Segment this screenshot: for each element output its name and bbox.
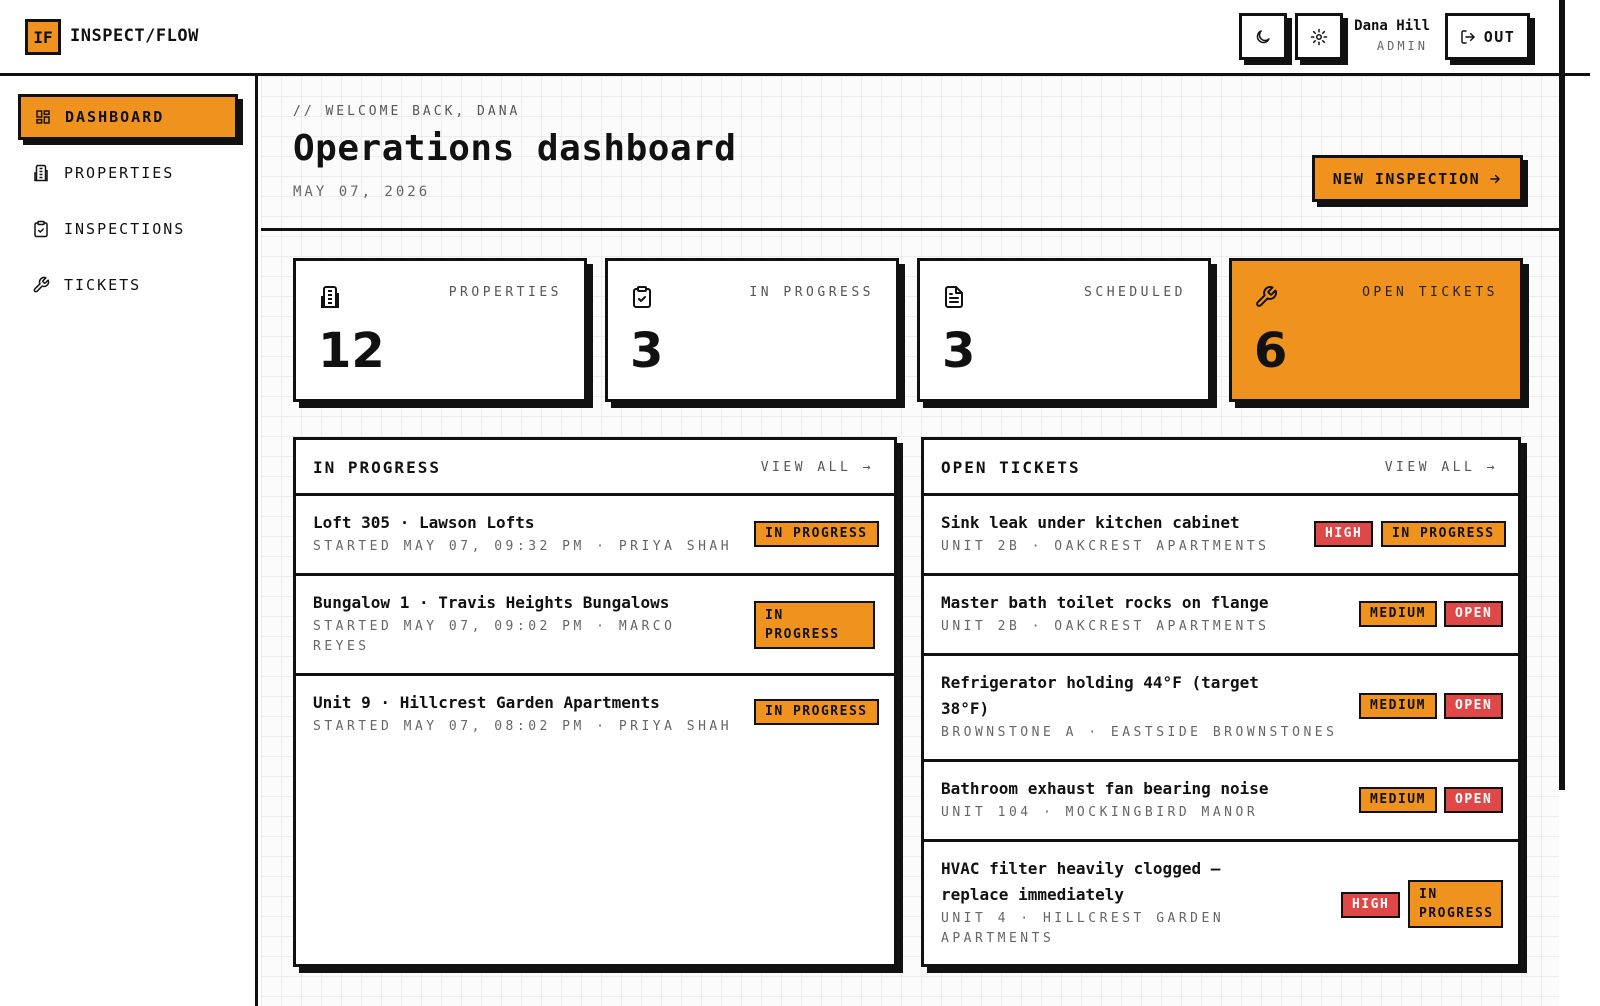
user-name: Dana Hill (1354, 18, 1430, 34)
stat-card-in-progress[interactable] (605, 258, 899, 402)
inspection-meta: STARTED MAY 07, 08:02 PM · PRIYA SHAH (313, 719, 733, 734)
stat-card-open-tickets[interactable] (1229, 258, 1523, 402)
ticket-location: UNIT 104 · MOCKINGBIRD MANOR (941, 805, 1259, 820)
inspection-meta: STARTED MAY 07, 09:02 PM · MARCO REYES (313, 619, 676, 654)
sidebar-item-properties[interactable] (18, 150, 238, 196)
scrollbar-thumb[interactable] (1559, 0, 1565, 790)
document-icon (942, 285, 966, 309)
app-logo[interactable]: IF (25, 19, 61, 55)
status-badge: IN PROGRESS (754, 521, 879, 547)
sidebar-item-dashboard[interactable] (18, 94, 238, 140)
scrollbar-track[interactable] (1590, 0, 1600, 1006)
building-icon (32, 164, 50, 182)
building-icon (318, 285, 342, 309)
status-badge: IN PROGRESS (1408, 880, 1503, 928)
sidebar (0, 76, 258, 1006)
ticket-row[interactable] (924, 496, 1518, 576)
ticket-location: BROWNSTONE A · EASTSIDE BROWNSTONES (941, 725, 1338, 740)
ticket-location: UNIT 2B · OAKCREST APARTMENTS (941, 539, 1270, 554)
sidebar-item-label: TICKETS (64, 276, 142, 294)
new-inspection-button[interactable] (1312, 155, 1523, 202)
stat-value: 12 (318, 323, 385, 379)
inspection-title: Unit 9 · Hillcrest Garden Apartments (313, 693, 660, 712)
stat-label: OPEN TICKETS (1362, 285, 1498, 300)
page-title: Operations dashboard (293, 128, 737, 169)
stat-card-scheduled[interactable] (917, 258, 1211, 402)
clipboard-icon (32, 220, 50, 238)
status-badge: IN PROGRESS (754, 699, 879, 725)
panel-title: OPEN TICKETS (941, 458, 1081, 477)
ticket-location: UNIT 4 · HILLCREST GARDEN APARTMENTS (941, 911, 1225, 946)
stat-label: PROPERTIES (448, 285, 562, 300)
ticket-title: Master bath toilet rocks on flange (941, 593, 1269, 612)
ticket-location: UNIT 2B · OAKCREST APARTMENTS (941, 619, 1270, 634)
arrow-right-icon (1488, 172, 1502, 186)
inspection-title: Bungalow 1 · Travis Heights Bungalows (313, 593, 670, 612)
stat-card-properties[interactable] (293, 258, 587, 402)
main-content (261, 76, 1559, 1006)
status-badge: IN PROGRESS (1381, 521, 1506, 547)
top-bar (0, 0, 1590, 76)
welcome-text: // WELCOME BACK, DANA (293, 104, 521, 119)
sidebar-item-label: DASHBOARD (65, 108, 165, 126)
moon-icon (1254, 28, 1272, 46)
panel-header (296, 440, 894, 496)
grid-icon (35, 109, 51, 125)
sidebar-item-label: PROPERTIES (64, 164, 175, 182)
gear-icon (1310, 28, 1328, 46)
view-all-link[interactable]: VIEW ALL → (760, 460, 874, 475)
status-badge: OPEN (1444, 693, 1503, 719)
current-date: MAY 07, 2026 (293, 184, 431, 200)
view-all-link[interactable]: VIEW ALL → (1384, 460, 1498, 475)
list-item[interactable] (296, 576, 894, 676)
user-role: ADMIN (1376, 39, 1428, 53)
theme-toggle-button[interactable] (1239, 13, 1287, 60)
inspection-title: Loft 305 · Lawson Lofts (313, 513, 535, 532)
sidebar-item-inspections[interactable] (18, 206, 238, 252)
stat-value: 3 (630, 323, 664, 379)
new-inspection-label: NEW INSPECTION (1332, 169, 1481, 188)
wrench-icon (32, 276, 50, 294)
logout-label: OUT (1483, 27, 1516, 46)
status-badge: OPEN (1444, 601, 1503, 627)
sidebar-item-tickets[interactable] (18, 262, 238, 308)
list-item[interactable] (296, 676, 894, 756)
logout-icon (1460, 29, 1476, 45)
settings-button[interactable] (1295, 13, 1343, 60)
clipboard-check-icon (630, 285, 654, 309)
ticket-title: HVAC filter heavily clogged — replace immediately (941, 859, 1221, 904)
ticket-row[interactable] (924, 762, 1518, 842)
stat-value: 3 (942, 323, 976, 379)
stat-value: 6 (1254, 323, 1288, 379)
logout-button[interactable] (1445, 13, 1530, 60)
status-badge: IN PROGRESS (754, 601, 875, 649)
app-name[interactable]: INSPECT/FLOW (70, 26, 199, 46)
in-progress-panel (293, 437, 897, 967)
list-item[interactable] (296, 496, 894, 576)
page-header (261, 76, 1559, 231)
panel-header (924, 440, 1518, 496)
open-tickets-panel (921, 437, 1521, 967)
ticket-title: Bathroom exhaust fan bearing noise (941, 779, 1269, 798)
stat-label: SCHEDULED (1084, 285, 1186, 300)
priority-badge: HIGH (1341, 892, 1400, 918)
status-badge: OPEN (1444, 787, 1503, 813)
ticket-title: Refrigerator holding 44°F (target 38°F) (941, 673, 1259, 718)
ticket-row[interactable] (924, 656, 1518, 762)
inspection-meta: STARTED MAY 07, 09:32 PM · PRIYA SHAH (313, 539, 733, 554)
ticket-row[interactable] (924, 842, 1518, 967)
ticket-row[interactable] (924, 576, 1518, 656)
priority-badge: MEDIUM (1359, 601, 1437, 627)
stat-label: IN PROGRESS (749, 285, 874, 300)
panel-title: IN PROGRESS (313, 458, 441, 477)
ticket-title: Sink leak under kitchen cabinet (941, 513, 1240, 532)
priority-badge: HIGH (1314, 521, 1373, 547)
priority-badge: MEDIUM (1359, 787, 1437, 813)
wrench-icon (1254, 285, 1278, 309)
priority-badge: MEDIUM (1359, 693, 1437, 719)
sidebar-item-label: INSPECTIONS (64, 220, 186, 238)
